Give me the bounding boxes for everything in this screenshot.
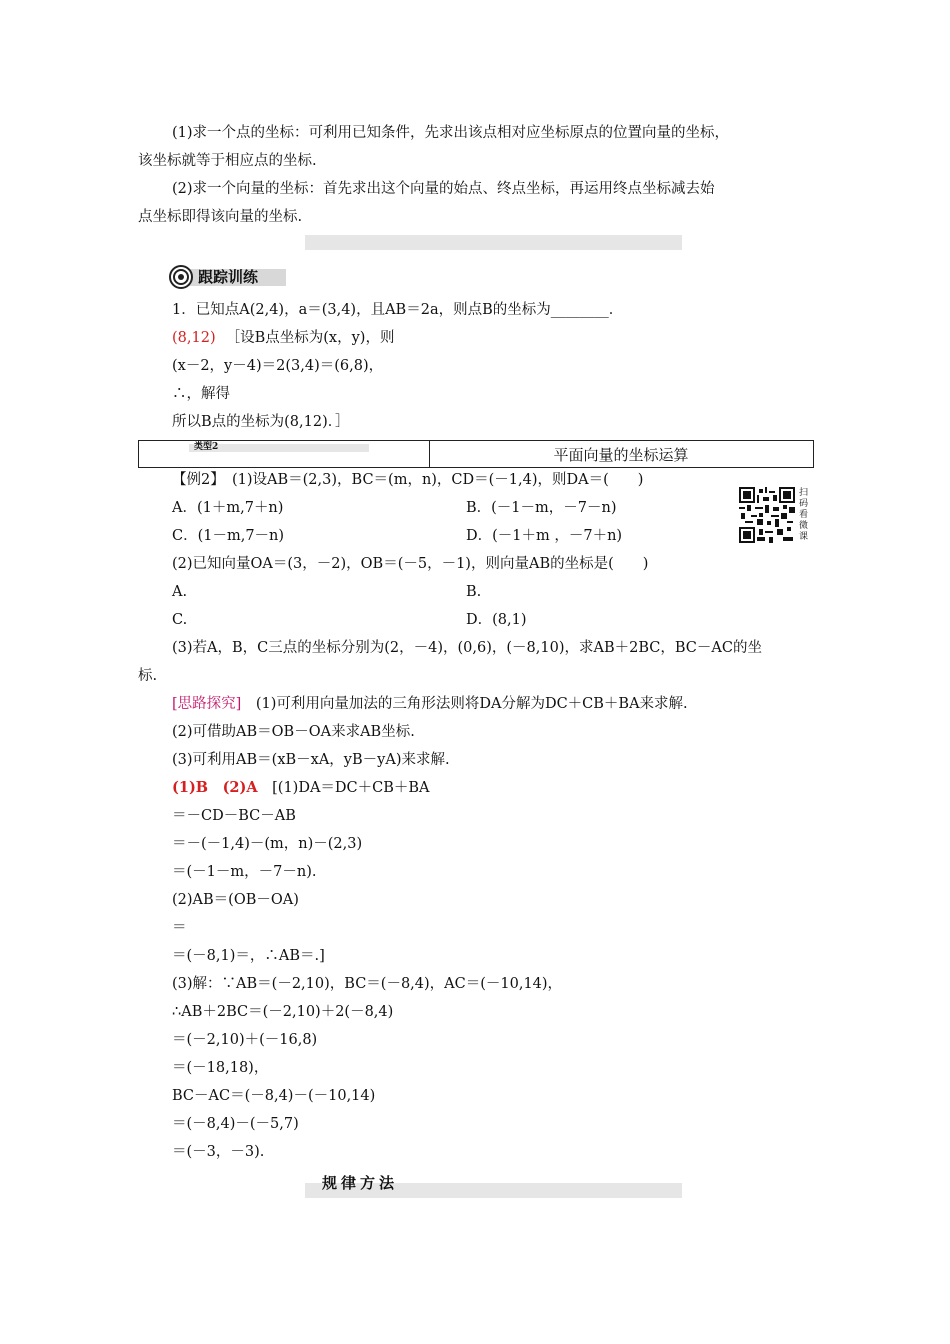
solution-line1: [172, 778, 430, 798]
example-option-c2: C.: [172, 612, 188, 628]
qr-side-label: 扫码看微课: [799, 488, 809, 542]
example-option-a2: A.: [172, 584, 188, 600]
solution-s4: ＝(－1－m，－7－n).: [172, 864, 317, 880]
type-box: [138, 440, 814, 468]
solution-s1: [(1)DA＝DC＋CB＋BA: [257, 780, 430, 796]
example-option-a: A．(1＋m,7＋n): [172, 500, 284, 516]
tracking-answer: (8,12): [172, 330, 216, 346]
example-option-d2: D．(8,1): [466, 612, 527, 628]
rules-heading: 规律方法: [322, 1174, 399, 1192]
solution-s2: ＝－CD－BC－AB: [172, 808, 296, 824]
tracking-heading: [168, 264, 288, 290]
divider-bar: [305, 235, 682, 250]
tracking-q1: 1．已知点A(2,4)，a＝(3,4)，且AB＝2a，则点B的坐标为________．: [172, 302, 624, 318]
intro-p2-line1: (2)求一个向量的坐标：首先求出这个向量的始点、终点坐标，再运用终点坐标减去始: [172, 181, 715, 197]
solution-s6: ＝: [172, 920, 187, 936]
solution-s5: (2)AB＝(OB－OA): [172, 892, 299, 908]
intro-p2-line2: 点坐标即得该向量的坐标.: [138, 209, 303, 225]
example-q3-line1: (3)若A，B，C三点的坐标分别为(2，－4)，(0,6)，(－8,10)，求AB＋2BC，BC－AC的坐: [172, 640, 762, 656]
type-box-title: 平面向量的坐标运算: [553, 446, 689, 464]
analysis-tag: [思路探究]: [172, 696, 242, 712]
solution-s10: ＝(－2,10)＋(－16,8): [172, 1032, 318, 1048]
qr-code-icon: [739, 487, 795, 543]
example-q1: 【例2】 (1)设AB＝(2,3)，BC＝(m，n)，CD＝(－1,4)，则DA＝( ): [172, 472, 644, 488]
type-tag-text: 类型2: [194, 442, 219, 452]
intro-p1-line2: 该坐标就等于相应点的坐标.: [138, 153, 317, 169]
example-q2: (2)已知向量OA＝(3，－2)，OB＝(－5，－1)，则向量AB的坐标是( ): [172, 556, 649, 572]
solution-s11: ＝(－18,18)，: [172, 1060, 269, 1076]
solution-s8: (3)解：∵AB＝(－2,10)，BC＝(－8,4)，AC＝(－10,14)，: [172, 976, 563, 992]
example-q3-line2: 标.: [138, 668, 158, 684]
tracking-sol2: (x－2，y－4)＝2(3,4)＝(6,8)，: [172, 358, 384, 374]
intro-p1-line1: (1)求一个点的坐标：可利用已知条件，先求出该点相对应坐标原点的位置向量的坐标，: [172, 125, 730, 141]
tracking-heading-text: 跟踪训练: [198, 268, 259, 286]
tracking-solution-1: [172, 328, 394, 348]
solution-s7: ＝(－8,1)＝，∴AB＝.]: [172, 948, 325, 964]
solution-s13: ＝(－8,4)－(－5,7): [172, 1116, 299, 1132]
type-tag: [189, 444, 369, 452]
tracking-sol4: 所以B点的坐标为(8,12)．］: [172, 414, 350, 430]
tracking-sol1: ［设B点坐标为(x，y)，则: [225, 330, 395, 346]
analysis-line3: (3)可利用AB＝(xB－xA，yB－yA)来求解.: [172, 752, 450, 768]
solution-answer: (1)B (2)A: [172, 779, 258, 796]
analysis-line1: [172, 694, 688, 714]
solution-s14: ＝(－3，－3).: [172, 1144, 265, 1160]
example-option-b: B．(－1－m，－7－n): [466, 500, 617, 516]
analysis-line2: (2)可借助AB＝OB－OA来求AB坐标.: [172, 724, 415, 740]
solution-s3: ＝－(－1,4)－(m，n)－(2,3): [172, 836, 363, 852]
example-option-b2: B.: [466, 584, 482, 600]
tracking-sol3: ∴，解得: [172, 386, 230, 402]
example-option-c: C．(1－m,7－n): [172, 528, 285, 544]
example-option-d: D．(－1＋m ，－7＋n): [466, 528, 623, 544]
solution-s9: ∴AB＋2BC＝(－2,10)＋2(－8,4): [172, 1004, 394, 1020]
solution-s12: BC－AC＝(－8,4)－(－10,14): [172, 1088, 376, 1104]
analysis-text: (1)可利用向量加法的三角形法则将DA分解为DC＋CB＋BA来求解.: [241, 696, 688, 712]
